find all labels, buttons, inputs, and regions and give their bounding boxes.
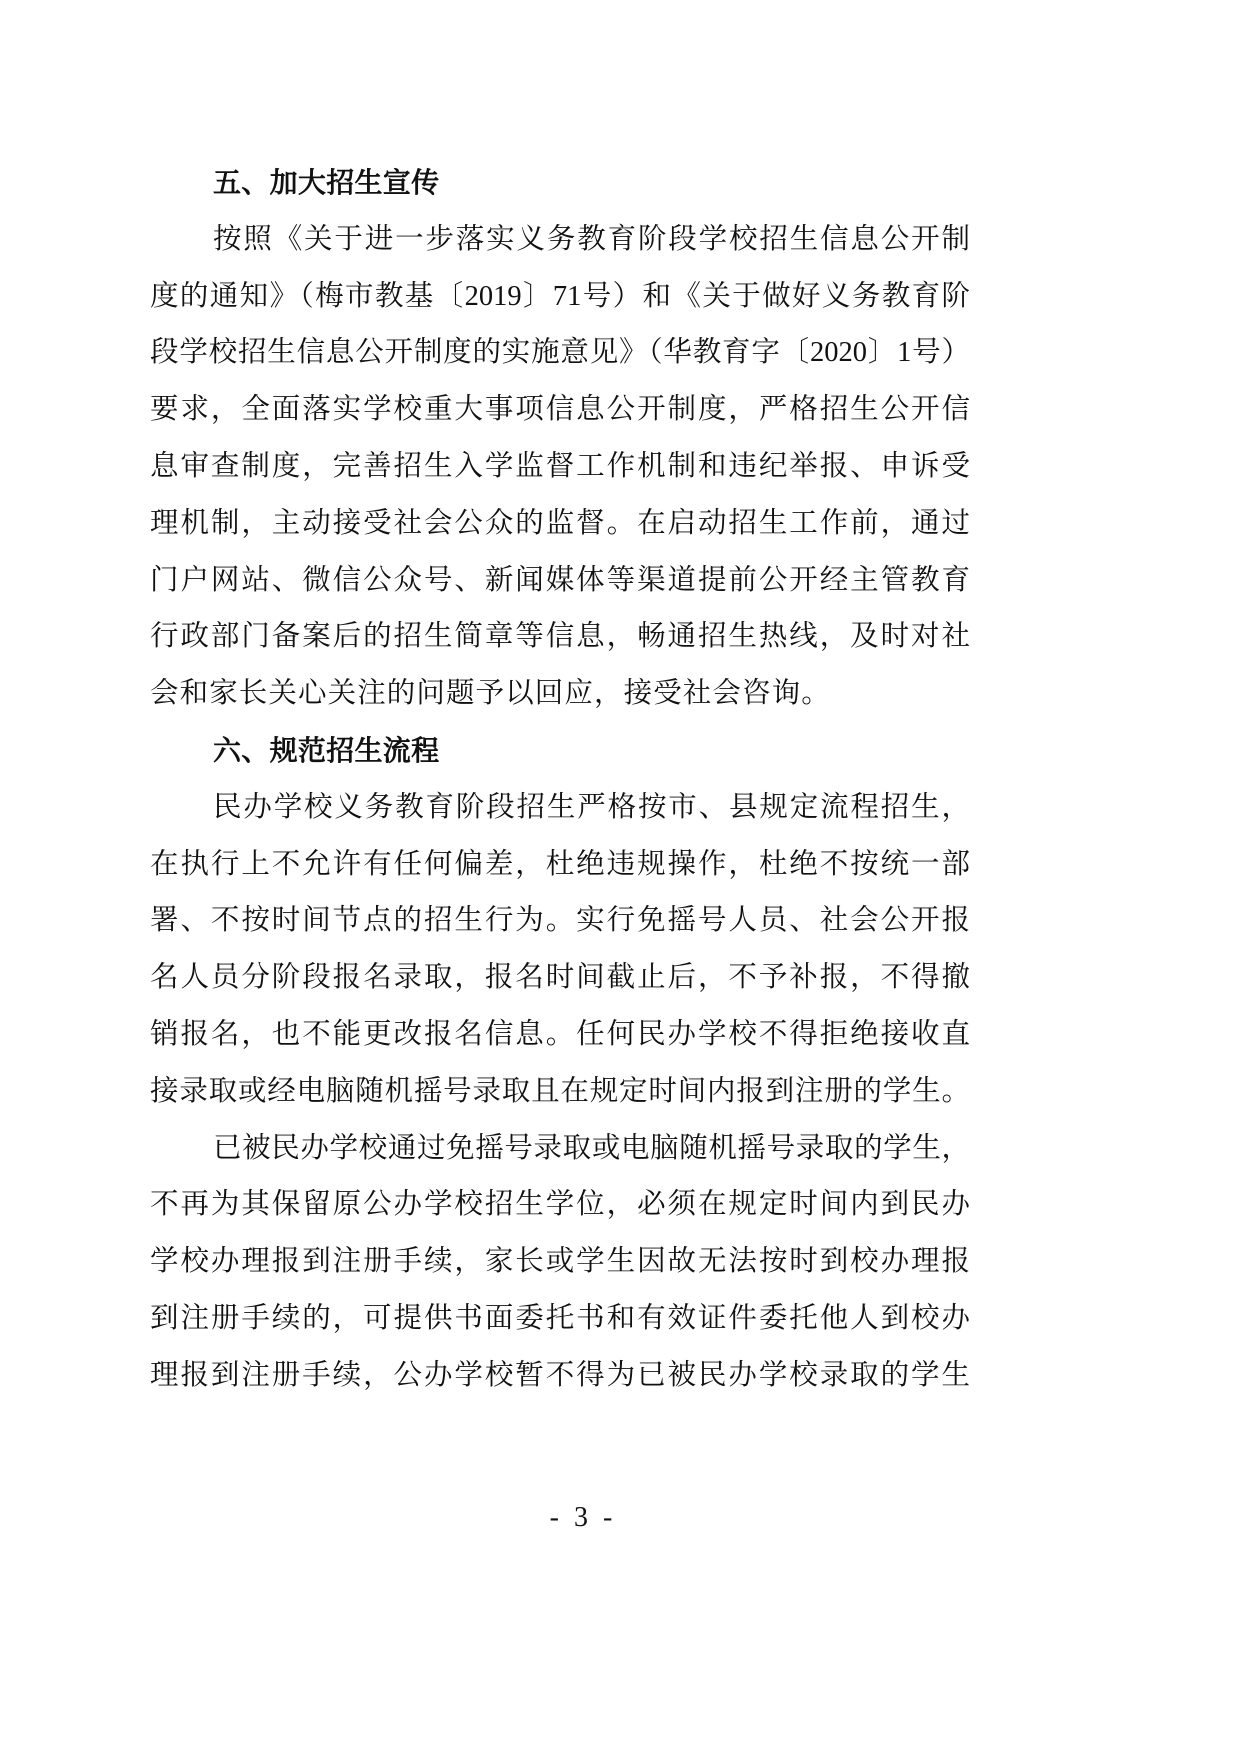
paragraph-line: 民办学校义务教育阶段招生严格按市、县规定流程招生， [213,791,970,823]
paragraph-line: 理报到注册手续，公办学校暂不得为已被民办学校录取的学生 [150,1359,970,1391]
paragraph-line: 署、不按时间节点的招生行为。实行免摇号人员、社会公开报 [150,905,970,937]
paragraph-line: 息审查制度，完善招生入学监督工作机制和违纪举报、申诉受 [150,450,970,482]
paragraph-line: 在执行上不允许有任何偏差，杜绝违规操作，杜绝不按统一部 [150,848,970,880]
paragraph-line: 已被民办学校通过免摇号录取或电脑随机摇号录取的学生， [213,1132,970,1164]
paragraph-line: 销报名，也不能更改报名信息。任何民办学校不得拒绝接收直 [150,1018,970,1050]
section-6 [150,723,970,1405]
paragraph-line: 接录取或经电脑随机摇号录取且在规定时间内报到注册的学生。 [150,1075,970,1107]
paragraph-line: 会和家长关心关注的问题予以回应，接受社会咨询。 [150,678,831,710]
section-5-heading: 五、加大招生宣传 [213,166,440,199]
document-body [150,155,970,1405]
paragraph-line: 要求，全面落实学校重大事项信息公开制度，严格招生公开信 [150,394,970,426]
section-6-paragraph-1 [150,780,970,1121]
paragraph-line: 名人员分阶段报名录取，报名时间截止后，不予补报，不得撤 [150,962,970,994]
section-5 [150,155,970,723]
section-5-paragraph-1 [150,212,970,723]
paragraph-line: 门户网站、微信公众号、新闻媒体等渠道提前公开经主管教育 [150,564,970,596]
paragraph-line: 行政部门备案后的招生简章等信息，畅通招生热线，及时对社 [150,621,970,653]
paragraph-line: 段学校招生信息公开制度的实施意见》（华教育字〔2020〕1号） [150,337,970,369]
section-6-paragraph-2 [150,1121,970,1405]
paragraph-line: 学校办理报到注册手续，家长或学生因故无法按时到校办理报 [150,1246,970,1278]
paragraph-line: 度的通知》（梅市教基〔2019〕71号）和《关于做好义务教育阶 [150,280,970,312]
section-6-heading: 六、规范招生流程 [213,733,440,767]
paragraph-line: 按照《关于进一步落实义务教育阶段学校招生信息公开制 [213,223,970,255]
paragraph-line: 到注册手续的，可提供书面委托书和有效证件委托他人到校办 [150,1302,970,1334]
paragraph-line: 理机制，主动接受社会公众的监督。在启动招生工作前，通过 [150,507,970,539]
paragraph-line: 不再为其保留原公办学校招生学位，必须在规定时间内到民办 [150,1189,970,1221]
page-number: - 3 - [549,1502,617,1533]
